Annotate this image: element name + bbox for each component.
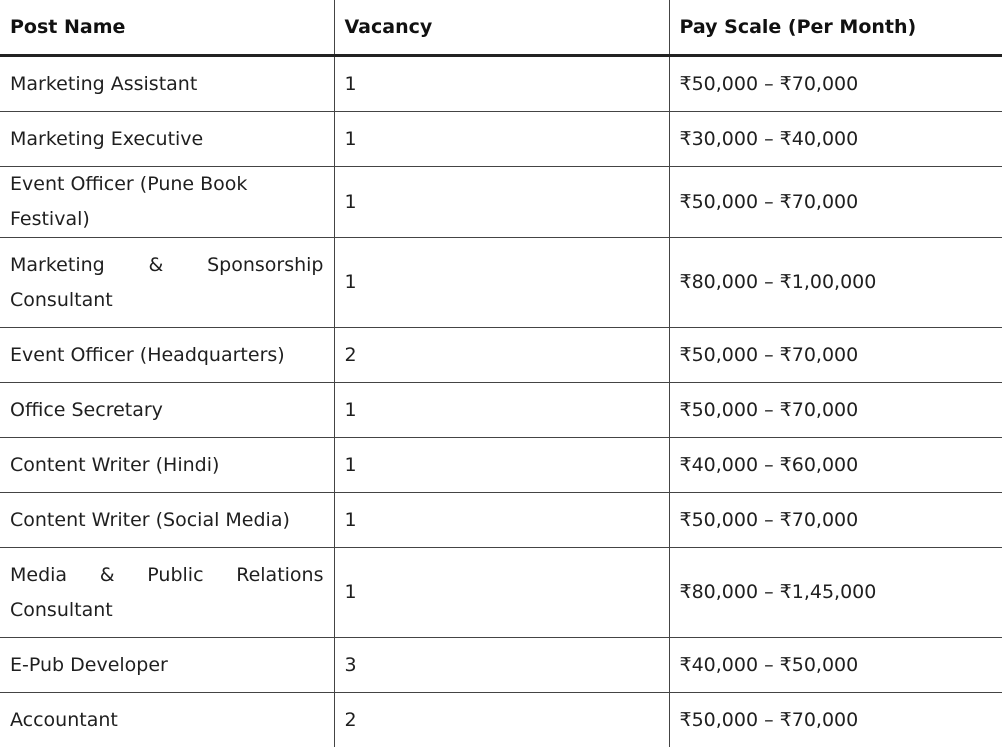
post-name-cell: Event Officer (Pune Book Festival)	[0, 167, 334, 238]
vacancy-cell: 1	[334, 167, 669, 238]
post-name-cell: Office Secretary	[0, 383, 334, 438]
table-row	[0, 383, 1002, 438]
post-name-cell: Marketing & Sponsorship Consultant	[0, 238, 334, 328]
post-name-cell: Content Writer (Hindi)	[0, 438, 334, 493]
vacancy-cell: 3	[334, 638, 669, 693]
pay-scale-cell: ₹80,000 – ₹1,00,000	[669, 238, 1002, 328]
pay-scale-cell: ₹50,000 – ₹70,000	[669, 56, 1002, 112]
vacancy-cell: 1	[334, 548, 669, 638]
pay-scale-cell: ₹30,000 – ₹40,000	[669, 112, 1002, 167]
header-row	[0, 0, 1002, 56]
pay-scale-cell: ₹50,000 – ₹70,000	[669, 693, 1002, 747]
vacancy-cell: 1	[334, 493, 669, 548]
pay-scale-cell: ₹80,000 – ₹1,45,000	[669, 548, 1002, 638]
vacancy-cell: 1	[334, 438, 669, 493]
table-row	[0, 167, 1002, 238]
pay-scale-cell: ₹50,000 – ₹70,000	[669, 328, 1002, 383]
header-pay-scale: Pay Scale (Per Month)	[669, 0, 1002, 56]
table-row	[0, 693, 1002, 747]
vacancy-cell: 1	[334, 238, 669, 328]
pay-scale-cell: ₹50,000 – ₹70,000	[669, 493, 1002, 548]
pay-scale-cell: ₹50,000 – ₹70,000	[669, 167, 1002, 238]
table-row	[0, 493, 1002, 548]
table-row	[0, 548, 1002, 638]
post-name-cell: Content Writer (Social Media)	[0, 493, 334, 548]
table-row	[0, 638, 1002, 693]
table-row	[0, 328, 1002, 383]
pay-scale-cell: ₹40,000 – ₹60,000	[669, 438, 1002, 493]
table-row	[0, 112, 1002, 167]
table-row	[0, 56, 1002, 112]
post-name-cell: Marketing Assistant	[0, 56, 334, 112]
post-name-cell: Accountant	[0, 693, 334, 747]
table-body	[0, 56, 1002, 747]
pay-scale-cell: ₹40,000 – ₹50,000	[669, 638, 1002, 693]
pay-scale-cell: ₹50,000 – ₹70,000	[669, 383, 1002, 438]
vacancy-cell: 2	[334, 693, 669, 747]
vacancy-cell: 1	[334, 56, 669, 112]
vacancy-cell: 1	[334, 383, 669, 438]
vacancy-cell: 2	[334, 328, 669, 383]
vacancy-cell: 1	[334, 112, 669, 167]
header-post-name: Post Name	[0, 0, 334, 56]
table-row	[0, 238, 1002, 328]
header-vacancy: Vacancy	[334, 0, 669, 56]
table-row	[0, 438, 1002, 493]
post-name-cell: Event Officer (Headquarters)	[0, 328, 334, 383]
post-name-cell: Media & Public Relations Consultant	[0, 548, 334, 638]
post-name-cell: Marketing Executive	[0, 112, 334, 167]
post-name-cell: E-Pub Developer	[0, 638, 334, 693]
table-header	[0, 0, 1002, 56]
